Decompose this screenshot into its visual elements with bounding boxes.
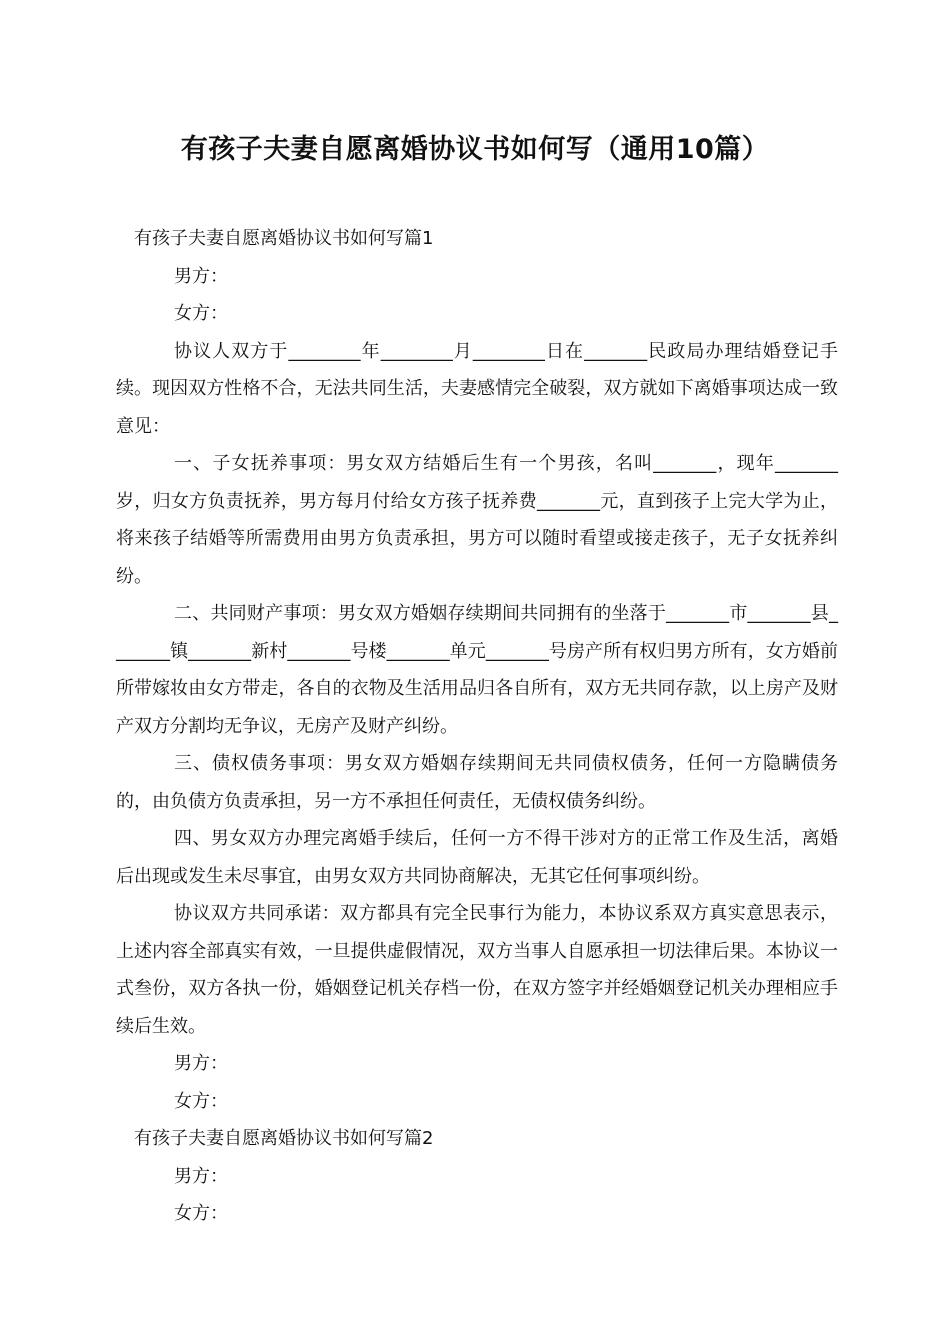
agreement-intro: 协议人双方于________年________月________日在_______民政局办理结婚登记手续。现因双方性格不合，无法共同生活，夫妻感情完全破裂，双方就如下离婚事项达成一致意见：: [116, 340, 838, 437]
signature-female: 女方：: [174, 1090, 228, 1112]
document-title: 有孩子夫妻自愿离婚协议书如何写（通用10篇）: [180, 134, 770, 165]
clause-debts: 三、债权债务事项：男女双方婚姻存续期间无共同债权债务，任何一方隐瞒债务的，由负债方负责承担，另一方不承担任何责任，无债权债务纠纷。: [116, 753, 838, 812]
male-party-label: 男方：: [174, 265, 228, 287]
female-party-label-2: 女方：: [174, 1203, 228, 1224]
clause-post-divorce: 四、男女双方办理完离婚手续后，任何一方不得干涉对方的正常工作及生活，离婚后出现或发生未尽事宜，由男女双方共同协商解决，无其它任何事项纠纷。: [116, 828, 838, 887]
joint-promise: 协议双方共同承诺：双方都具有完全民事行为能力，本协议系双方真实意思表示，上述内容全部真实有效，一旦提供虚假情况，双方当事人自愿承担一切法律后果。本协议一式叁份，双方各执一份，婚姻登记机关存档一份，在双方签字并经婚姻登记机关办理相应手续后生效。: [116, 903, 838, 1037]
section-heading-2: 有孩子夫妻自愿离婚协议书如何写篇2: [134, 1128, 434, 1149]
signature-male: 男方：: [174, 1053, 228, 1074]
male-party-label-2: 男方：: [174, 1165, 228, 1187]
clause-joint-property: 二、共同财产事项：男女双方婚姻存续期间共同拥有的坐落于_______市_______县_______镇_______新村_______号楼_______单元_______号房产所有权归男方所有，女方婚前所带嫁妆由女方带走，各自的衣物及生活用品归各自所有，双方无共同存款，以上房产及财产双方分割均无争议，无房产及财产纠纷。: [116, 603, 838, 737]
section-heading-1: 有孩子夫妻自愿离婚协议书如何写篇1: [134, 228, 434, 249]
document-body: [116, 220, 838, 1233]
clause-child-custody: 一、子女抚养事项：男女双方结婚后生有一个男孩，名叫_______，现年_______岁，归女方负责抚养，男方每月付给女方孩子抚养费_______元，直到孩子上完大学为止，将来孩子结婚等所需费用由男方负责承担，男方可以随时看望或接走孩子，无子女抚养纠纷。: [116, 453, 838, 587]
female-party-label: 女方：: [174, 303, 228, 324]
